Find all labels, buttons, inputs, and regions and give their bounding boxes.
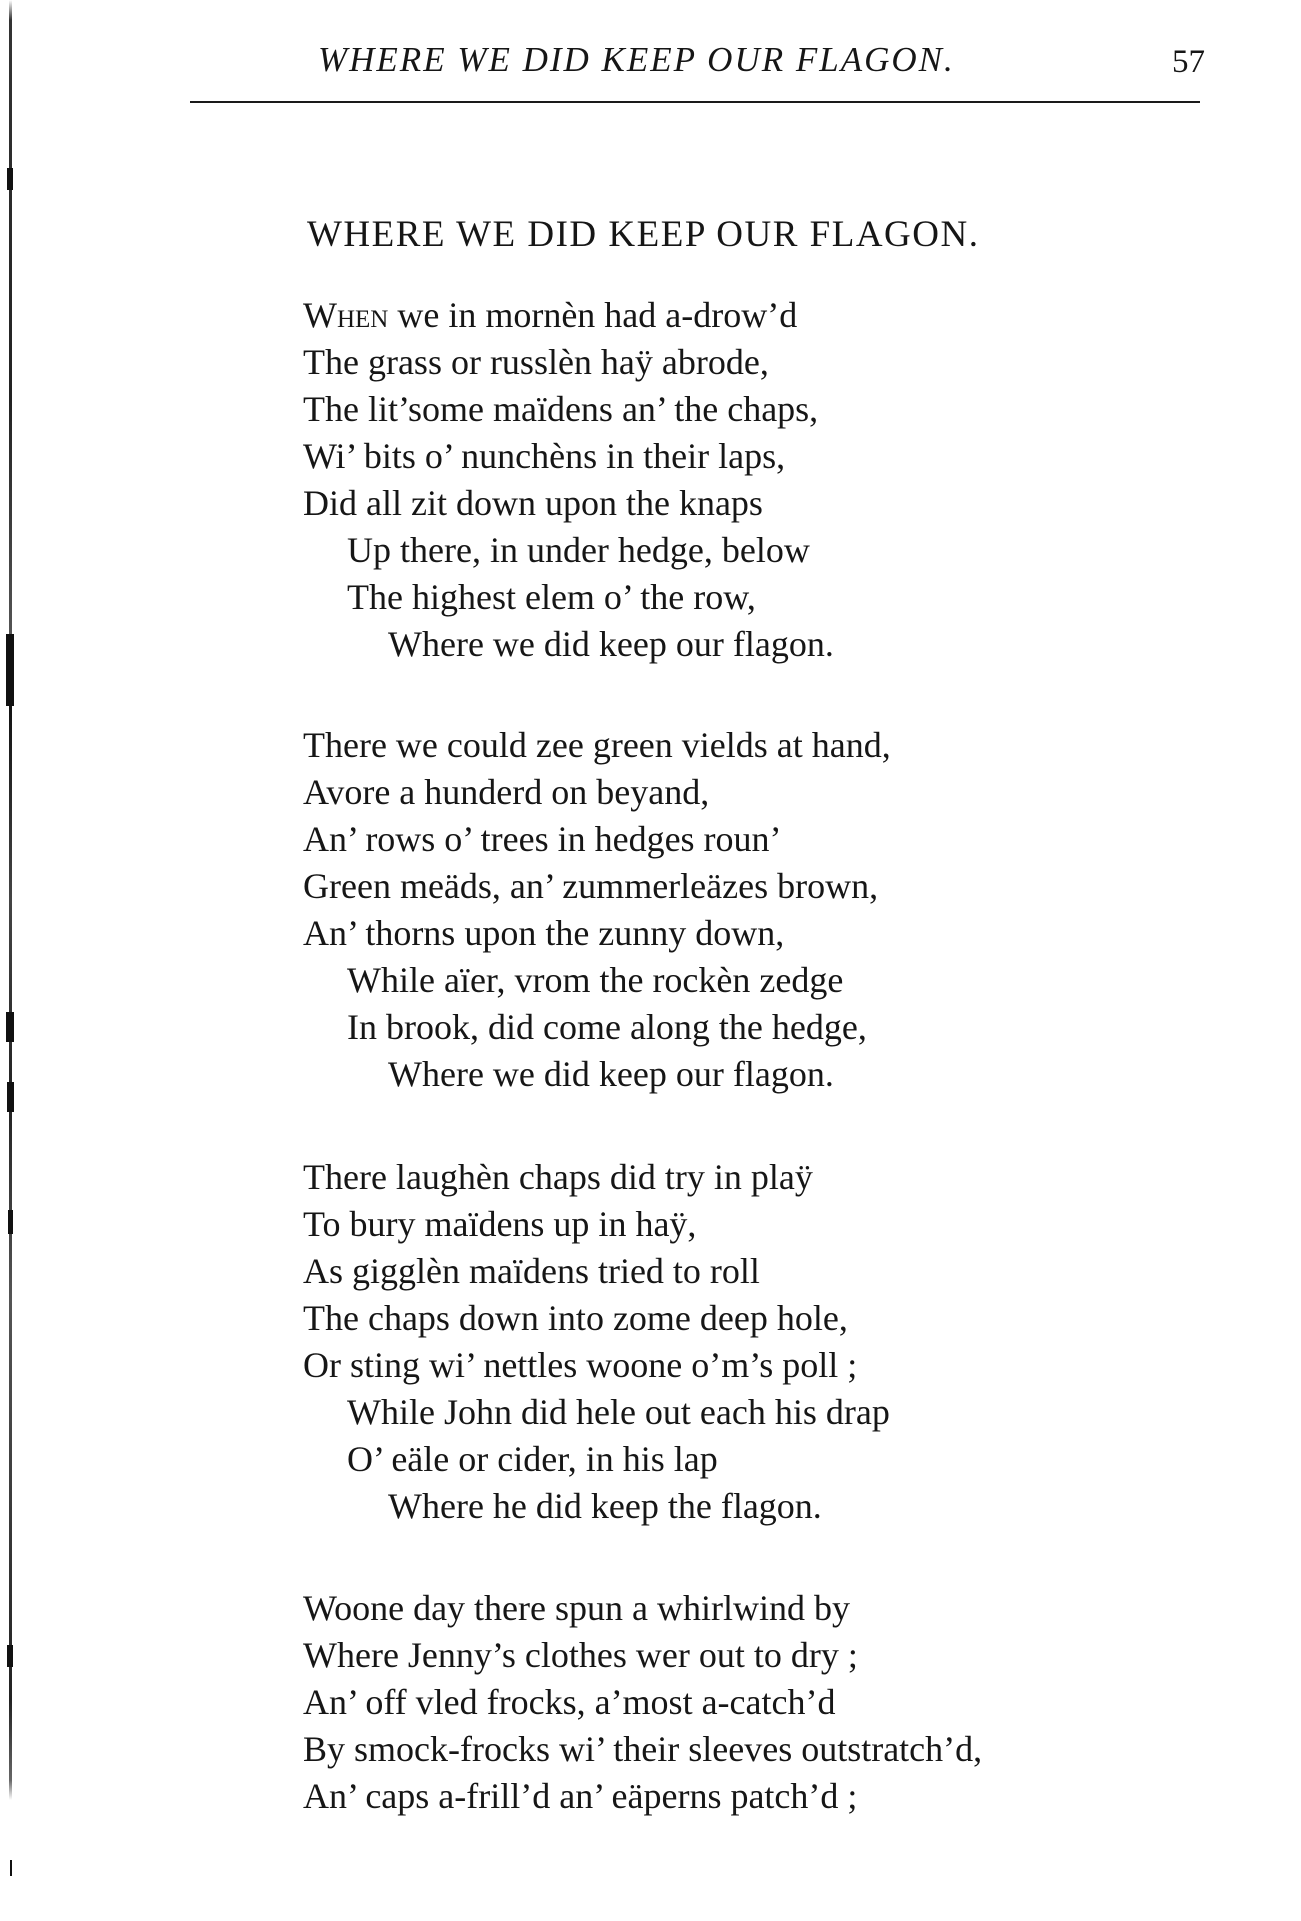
verse-line: An’ off vled frocks, a’most a-catch’d [303,1682,836,1722]
verse-line: When we in mornèn had a-drow’d [303,295,798,335]
verse-line: The chaps down into zome deep hole, [303,1298,848,1338]
verse-line: There laughèn chaps did try in plaÿ [303,1157,813,1197]
verse-line: An’ thorns upon the zunny down, [303,913,785,953]
verse-line: Or sting wi’ nettles woone o’m’s poll ; [303,1345,858,1385]
verse-line: Wi’ bits o’ nunchèns in their laps, [303,436,786,476]
verse-line: Green meäds, an’ zummerleäzes brown, [303,866,879,906]
page-number: 57 [1172,44,1205,80]
binding-mark [10,1860,12,1876]
verse-line: Did all zit down upon the knaps [303,483,763,523]
stanza-4 [303,1585,982,1820]
verse-line: Woone day there spun a whirlwind by [303,1588,850,1628]
stanza-1 [303,292,834,668]
stanza-2 [303,722,891,1098]
binding-mark [7,168,13,190]
verse-line: The grass or russlèn haÿ abrode, [303,342,769,382]
binding-mark [8,1210,13,1234]
binding-mark [6,634,14,706]
verse-line: The lit’some maïdens an’ the chaps, [303,389,819,429]
verse-line: There we could zee green vields at hand, [303,725,891,765]
verse-line: The highest elem o’ the row, [347,577,756,617]
refrain-line: Where we did keep our flagon. [388,1054,834,1094]
running-head: WHERE WE DID KEEP OUR FLAGON. [318,40,955,79]
verse-line: O’ eäle or cider, in his lap [347,1439,718,1479]
verse-line: Where Jenny’s clothes wer out to dry ; [303,1635,858,1675]
verse-line: As gigglèn maïdens tried to roll [303,1251,760,1291]
verse-line: While John did hele out each his drap [347,1392,890,1432]
verse-line: An’ caps a-frill’d an’ eäperns patch’d ; [303,1776,858,1816]
verse-line: While aïer, vrom the rockèn zedge [347,960,844,1000]
verse-line: Avore a hunderd on beyand, [303,772,710,812]
verse-line: An’ rows o’ trees in hedges roun’ [303,819,782,859]
refrain-line: Where he did keep the flagon. [388,1486,822,1526]
verse-line: By smock-frocks wi’ their sleeves outstratch’d, [303,1729,983,1769]
binding-mark [7,1645,13,1667]
refrain-line: Where we did keep our flagon. [388,624,834,664]
binding-mark [7,1082,14,1112]
binding-mark [6,1012,14,1042]
header-rule [190,101,1200,103]
stanza-3 [303,1154,890,1530]
poem-title: WHERE WE DID KEEP OUR FLAGON. [307,214,980,255]
verse-line-lead: When [303,295,389,335]
verse-line: To bury maïdens up in haÿ, [303,1204,697,1244]
verse-line: In brook, did come along the hedge, [347,1007,867,1047]
page-binding-edge [9,0,12,1921]
verse-line: Up there, in under hedge, below [347,530,810,570]
